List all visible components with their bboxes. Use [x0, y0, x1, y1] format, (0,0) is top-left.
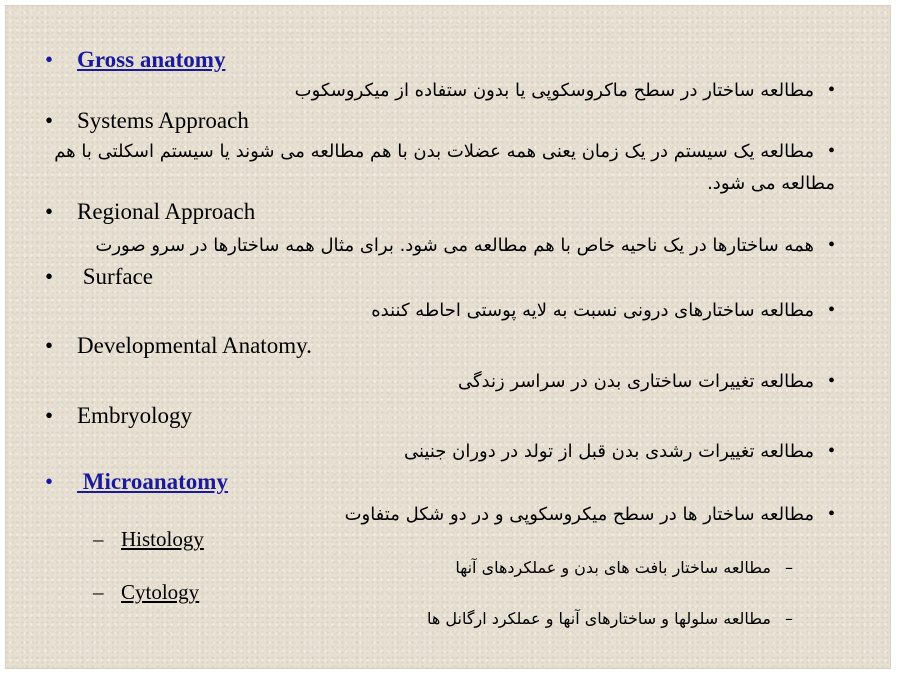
bullet-symbol: • [827, 79, 835, 101]
subitem-cytology [93, 580, 199, 605]
histology-description: –مطالعه ساختار بافت های بدن و عملکردهای آنها [455, 558, 793, 577]
bullet-microanatomy [45, 469, 228, 495]
systems-approach-description: •مطالعه یک سیستم در یک زمان یعنی همه عضلات بدن با هم مطالعه می شوند یا سیستم اسکلتی با هم مطالعه می شود. [45, 135, 835, 200]
embryology-description: •مطالعه تغییرات رشدی بدن قبل از تولد در دوران جنینی [404, 440, 835, 462]
slide [5, 5, 891, 669]
bullet-gross-anatomy [45, 47, 225, 73]
bullet-developmental-anatomy [45, 333, 312, 359]
developmental-anatomy-description: •مطالعه تغییرات ساختاری بدن در سراسر زندگی [457, 370, 835, 392]
histology-link[interactable]: Histology [121, 527, 204, 551]
cytology-link[interactable]: Cytology [121, 580, 200, 604]
dash-symbol: – [93, 580, 104, 604]
bullet-symbol: • [45, 333, 54, 358]
regional-approach-heading: Regional Approach [77, 199, 256, 224]
bullet-symbol: • [45, 403, 54, 428]
developmental-anatomy-heading: Developmental Anatomy. [77, 333, 312, 358]
gross-anatomy-heading[interactable]: Gross anatomy [77, 47, 226, 72]
gross-anatomy-description: •مطالعه ساختار در سطح ماکروسکوپی یا بدون ستفاده از میکروسکوب [294, 79, 835, 101]
bullet-symbol: • [827, 440, 835, 462]
surface-heading: Surface [77, 264, 153, 289]
regional-approach-description: •همه ساختارها در یک ناحیه خاص با هم مطالعه می شود. برای مثال همه ساختارها در سرو صورت [95, 234, 835, 256]
dash-symbol: – [93, 527, 104, 551]
bullet-symbol: • [827, 140, 835, 162]
bullet-systems-approach [45, 108, 249, 134]
surface-description: •مطالعه ساختارهای درونی نسبت به لایه پوستی احاطه کننده [371, 299, 835, 321]
microanatomy-heading[interactable]: Microanatomy [77, 469, 228, 494]
cytology-description: –مطالعه سلولها و ساختارهای آنها و عملکرد ارگانل ها [427, 609, 793, 628]
embryology-heading: Embryology [77, 403, 192, 428]
bullet-regional-approach [45, 199, 255, 225]
microanatomy-description: •مطالعه ساختار ها در سطح میکروسکوپی و در دو شکل متفاوت [344, 503, 835, 525]
bullet-surface [45, 264, 153, 290]
bullet-symbol: • [45, 469, 54, 494]
subitem-histology [93, 527, 204, 552]
bullet-symbol: • [827, 370, 835, 392]
dash-symbol: – [785, 609, 793, 628]
bullet-symbol: • [827, 234, 835, 256]
bullet-symbol: • [827, 503, 835, 525]
bullet-symbol: • [45, 264, 54, 289]
bullet-symbol: • [45, 199, 54, 224]
bullet-embryology [45, 403, 192, 429]
bullet-symbol: • [45, 108, 54, 133]
dash-symbol: – [785, 558, 793, 577]
bullet-symbol: • [827, 299, 835, 321]
systems-approach-heading: Systems Approach [77, 108, 249, 133]
bullet-symbol: • [45, 47, 54, 72]
